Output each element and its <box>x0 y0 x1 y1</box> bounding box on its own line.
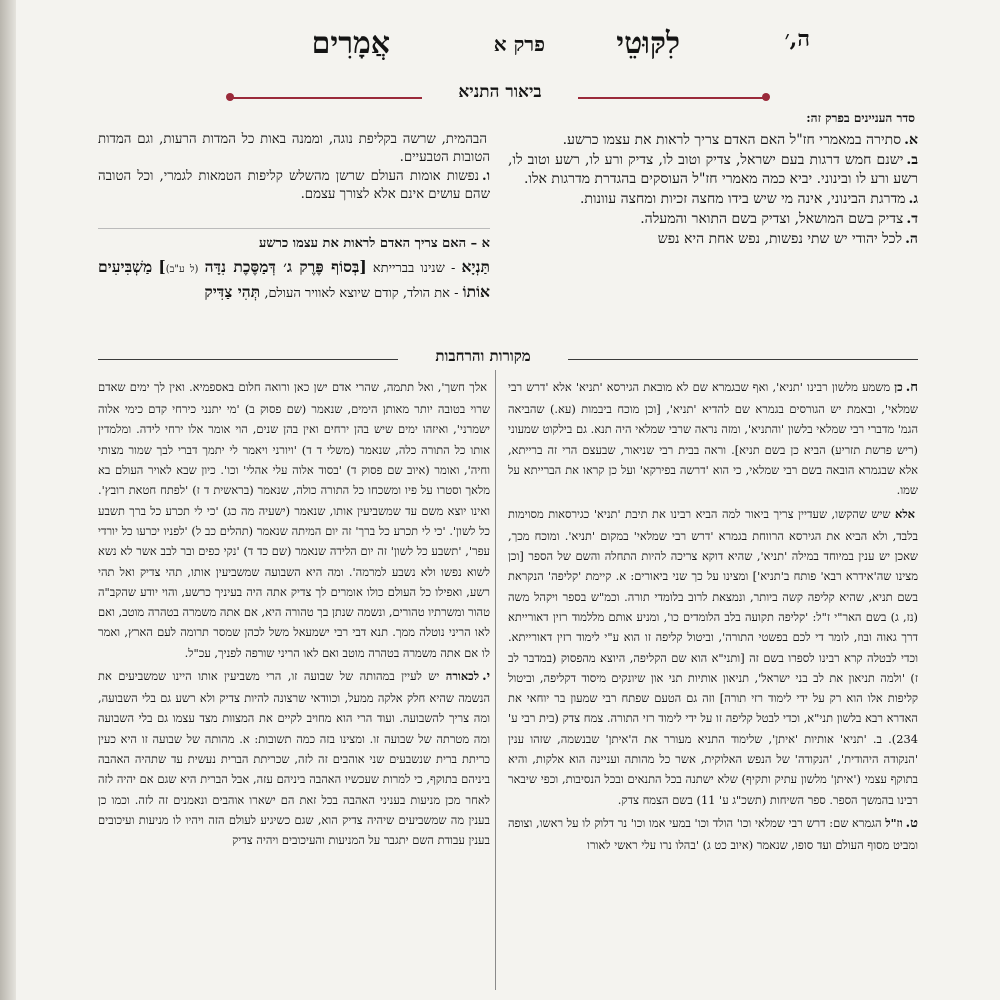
ornament-line-right <box>578 97 763 99</box>
sources-section-title: מקורות והרחבות <box>435 347 531 365</box>
summary-item: א.סתירה במאמרי חז"ל האם האדם צריך לראות את עצמו כרשע. <box>562 132 918 148</box>
divider <box>568 359 918 360</box>
note-paragraph: אלך חשך', ואל תתמה, שהרי אדם ישן כאן ורואה חלום באספמיא. ואין לך ימים שאדם שרוי בטובה יותר מאותן הימים, שנאמר (שם פסוק ב) 'מי יתנני כירחי קדם כימי אלוה ישמרני', ואיזהו ימים שיש בהן ירחים ואין בהן שנים, הוי אומר אלו ירחי לידה. ומלמדין אותו כל התורה כלה, שנאמר (משלי ד ד) 'ויורני ויאמר לי יתמך דברי לבך שמור מצותי וחיה', ואומר (איוב שם פסוק ד) 'בסוד אלוה עלי אהלי' וכו'. כיון שבא לאויר העולם בא מלאך וסטרו על פיו ומשכחו כל התורה כולה, שנאמר (בראשית ד ז) 'לפתח חטאת רובץ'. ואינו יוצא משם עד שמשביעין אותו, שנאמר (ישעיה מה כג) 'כי לי תכרע כל ברך תשבע כל לשון'. 'כי לי תכרע כל ברך' זה יום המיתה שנאמר (תהלים כב ל) 'לפניו יכרעו כל יורדי עפר', 'תשבע כל לשון' זה יום הלידה שנאמר (שם כד ד) 'נקי כפים ובר לבב אשר לא נשא לשוא נפשו ולא נשבע למרמה'. ומה היא השבועה שמשביעין אותו, תהי צדיק ואל תהי רשע, ואפילו כל העולם כולו אומרים לך צדיק אתה היה בעיניך כרשע, והוי יודע שהקב"ה טהור ומשרתיו טהורים, ונשמה שנתן בך טהורה היא, אם אתה משמרה בטהרה מוטב, ואם לאו הריני נוטלה ממך. תנא דבי רבי ישמעאל משל לכהן שמסר תרומה לעם הארץ, ואמר לו אם אתה משמרה בטהרה מוטב ואם לאו הריני שורפה לפניך, עכ"ל. <box>98 380 490 660</box>
page-number: ה,׳ <box>784 26 810 52</box>
summary-item: ד.צדיק בשם המושאל, וצדיק בשם התואר והמעלה. <box>640 211 918 228</box>
header-chapter: פרק א <box>493 32 545 56</box>
ornament-dot-left <box>226 93 234 101</box>
main-text-block <box>98 233 490 343</box>
header-word-amarim: אֲמָרִים <box>311 26 390 61</box>
note-paragraph: אלא שיש שהקשו, שעדיין צריך ביאור למה הביא רבינו את תיבת 'תניא' כגירסאות מסוימות בלבד, ולא הביא את הגירסא הרווחת בגמרא 'דרש רבי שמלאי' במקום 'תניא'. ומוכח מכך, שאכן יש ענין במיוחד במילה 'תניא', שהיא דוקא צריכה להיות התחלה והשם של הספר [וכן מצינו שה'אידרא רבא' פותח ב'תניא'] ומצינו על כך שני ביאורים: א. קיימת 'קליפה' הנקראת בשם תניא, שהיא קליפה קשה ביותר, ונמצאת לרוב בלומדי תורה. וכמ"ש בספר ויקהל משה (נז, ג) בשם האר"י ז"ל: 'קליפה תקועה בלב הלומדים כו', ומניע אותם מללמוד רזין דאורייתא דרך גאוה ובוז, לומר די לכם בפשטי התורה', וביטול קליפה זו הוא ע"י לימוד רזין דאורייתא. וכדי לבטלה קרא רבינו לספרו בשם זה [ותני"א הוא שם הקליפה, היוצא מהפסוק (במדבר לב ז) 'ולמה תניאון את לב בני ישראל', תניאון אותיות תני און שיונקים מיסוד דקליפה, וביטול קליפות אלו הוא רק על ידי לימוד רזי תורה] וזה גם הטעם שפתח רבי שמעון בר יוחאי את האדרא רבא בלשון תני"א, וכדי לבטל קליפה זו על ידי לימוד רזי התורה. צמח צדק (בית רבי ע' 234). ב. 'תניא' אותיות 'איתן', שלימוד התניא מעורר את ה'איתן' שבנשמה, שזהו ענין 'הנקודה היהודית', 'הנקודה' של הנפש האלוקית, אשר כל מהותה ועניינה הוא אלקות, והיא בתוקף עצמי ('איתן' מלשון עתיק ותקיף) שלא ישתנה בכל התנאים ובכל הנסיבות, וכפי שיבאר רבינו בהמשך הספר. ספר השיחות (תשכ"ג ע' 11) בשם הצמח צדק. <box>508 506 918 807</box>
section-title: ביאור התניא <box>458 82 542 102</box>
header-word-likutei: לִקּוּטֵי <box>616 26 680 61</box>
divider <box>98 228 490 229</box>
ornament-dot-right <box>762 93 770 101</box>
ornament-line-left <box>230 97 422 99</box>
column-divider <box>495 370 496 990</box>
running-header <box>250 26 810 60</box>
summary-item: ב.ישנם חמש דרגות בעם ישראל, צדיק וטוב לו, צדיק ורע לו, רשע וטוב לו, רשע ורע לו ובינוני. יביא כמה מאמרי חז"ל העוסקים בהגדרת מדרגות אלו. <box>508 152 918 188</box>
notes-right-column <box>508 376 918 994</box>
summary-item: ה.לכל יהודי יש שתי נפשות, נפש אחת היא נפש <box>657 231 918 248</box>
note-paragraph: ט.וז"ל הגמרא שם: דרש רבי שמלאי וכו' הולד וכו' במעי אמו וכו' נר דלוק לו על ראשו, וצופה ומביט מסוף העולם ועד סופו, שנאמר (איוב כט ג) 'בהלו נרו עלי ראשי לאורו <box>508 815 918 853</box>
main-text-heading: א – האם צריך האדם לראות את עצמו כרשע <box>258 236 490 251</box>
summary-item: ו.נפשות אומות העולם שרשן מהשלש קליפות הטמאות לגמרי, וכל הטובה שהם עושים אינם אלא לצורך עצמם. <box>98 169 490 203</box>
book-spine <box>0 0 16 1000</box>
chapter-topics-heading: סדר העניינים בפרק זה: <box>806 111 915 125</box>
divider <box>98 359 398 360</box>
summary-right-column <box>508 131 918 346</box>
note-paragraph: ח.כן משמע מלשון רבינו 'תניא', ואף שבגמרא שם לא מובאת הגירסא 'תניא' אלא 'דרש רבי שמלאי', ובאמת יש הגורסים בגמרא שם להדיא 'תניא', [וכן מוכח ביבמות (עא.) שהביאה הגמ' מדברי רבי שמלאי בלשון 'והתניא', ומזה נראה שרבי שמלאי היה תנא. גם בילקוט שמעוני (ריש פרשת תזריע) הביא כן בשם תניא]. וראה בבית רבי שניאור, שבעצם הרי זה ברייתא, אלא שבגמרא הובאה בשם רבי שמלאי, כי הוא 'דרשה בפירקא' ועל כן קראו את הברייתא על שמו. <box>508 380 918 498</box>
main-text-paragraph: תַּנְיָא - שנינו בברייתא [בְּסוֹף פֶּרֶק ג׳ דְּמַסֶּכֶת נִדָּה (ל ע"ב)] מַשְׁבִּיעִים אוֹתוֹ - את הולד, קודם שיוצא לאוויר העולם, תְּהִי צַדִּיק <box>98 257 490 302</box>
notes-left-column <box>98 376 490 994</box>
note-paragraph: י.לכאורה יש לעיין במהותה של שבועה זו, הרי משביעין אותו היינו שמשביעים את הנשמה שהיא חלק אלקה ממעל, וכוודאי שרצונה להיות צדיק ולא רשע גם בלי השבועה, ומה צריך להשבועה. ועוד הרי הוא מחויב לקיים את המצוות מצד עצמו גם בלי השבועה ומה מטרתה של שבועה זו. ומצינו בזה כמה תשובות: א. מהותה של שבועה זו היא כעין כריתת ברית שנשבעים שני אוהבים זה לזה, שכריתת הברית נעשית עד שתהיה האהבה ביניהם בתוקף, כי למרות שעכשיו האהבה ביניהם עזה, אבל הברית היא שגם אם יהיה לזה לאחר מכן מניעות בעניני האהבה בכל זאת הם ישארו אוהבים ונאמנים זה לזה. וכמו כן בענין מה שמשביעים שיהיה צדיק הוא, שגם כשיגיע לעולם הזה ויהיו לו מניעות ועיכובים בענין עבודת השם יתגבר על המניעות והעיכובים ויהיה צדיק <box>98 668 490 848</box>
summary-item: ג.מדרגת הבינוני, אינה מי שיש בידו מחצה זכיות ומחצה עוונות. <box>579 191 918 208</box>
summary-left-column <box>98 131 490 224</box>
summary-item: הבהמית, שרשה בקליפת נוגה, וממנה באות כל המדות הרעות, וגם המדות הטובות הטבעיים. <box>98 132 490 166</box>
